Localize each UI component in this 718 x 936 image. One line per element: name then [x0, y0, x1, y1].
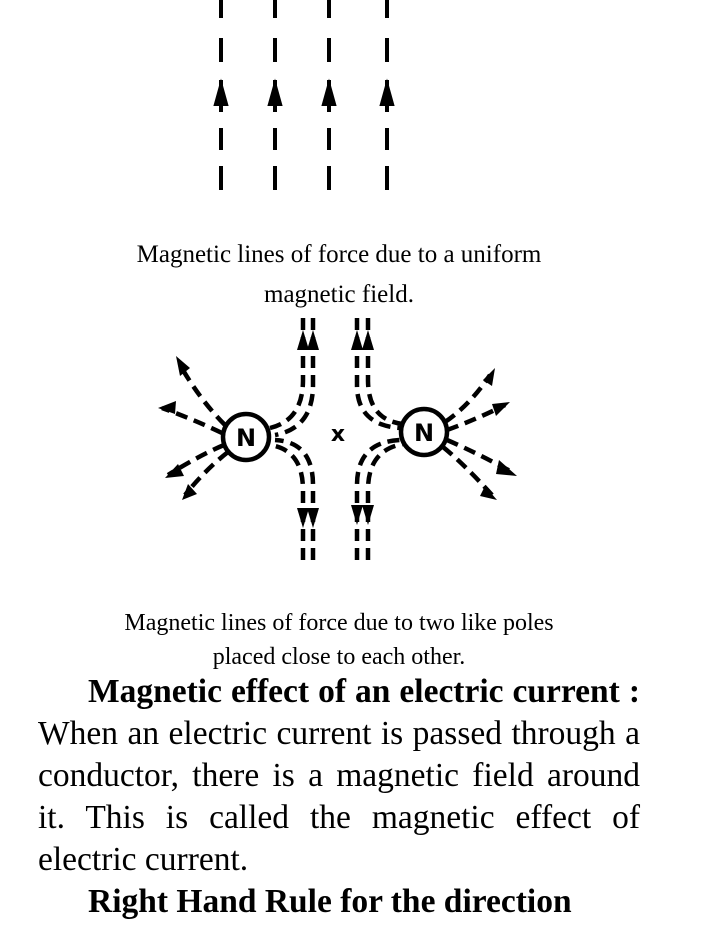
arrow-up-icon — [382, 86, 392, 104]
caption-line: placed close to each other. — [212, 644, 466, 670]
next-section-heading: Right Hand Rule for the direction — [88, 883, 572, 920]
paragraph-text: When an electric current is passed through a conductor, there is a magnetic field around it. This is called the magnetic effect of electric current. — [38, 715, 640, 878]
caption-line: Magnetic lines of force due to two like poles — [124, 610, 554, 636]
uniform-field-diagram — [216, 0, 392, 190]
paragraph — [38, 671, 640, 881]
arrow-up-icon — [270, 86, 280, 104]
right-pole-label: N — [413, 419, 435, 447]
figure1-caption — [0, 238, 678, 312]
left-pole-label: N — [235, 424, 257, 452]
caption-line: magnetic field. — [264, 281, 414, 308]
section-heading: Magnetic effect of an electric current : — [88, 673, 640, 710]
arrow-up-icon — [216, 86, 226, 104]
body-text — [38, 671, 640, 923]
caption-line: Magnetic lines of force due to a uniform — [136, 241, 542, 268]
neutral-point-label: x — [330, 422, 346, 447]
figure2-caption — [0, 606, 678, 674]
next-heading-line — [38, 881, 640, 923]
arrow-up-icon — [324, 86, 334, 104]
